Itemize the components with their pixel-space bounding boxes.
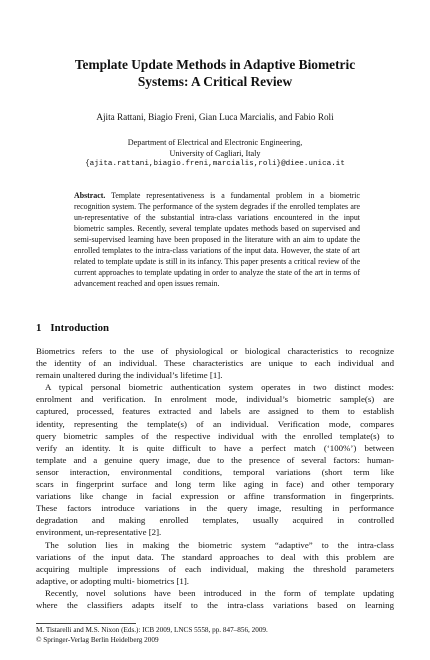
publication-footer [36, 626, 268, 645]
title-line-1: Template Update Methods in Adaptive Biometric [74, 57, 356, 72]
body-line: sensor interaction, environmental conditions, temporal variations (short term like [36, 466, 394, 477]
section-body [36, 345, 394, 611]
title-line-2: Systems: A Critical Review [137, 74, 293, 89]
abstract [74, 190, 360, 289]
body-line: template and a genuine query image, due to the presence of several factors: human- [36, 454, 394, 465]
footer-citation: M. Tistarelli and M.S. Nixon (Eds.): ICB 2009, LNCS 5558, pp. 847–856, 2009. [36, 626, 268, 634]
body-line: the identity of an individual. These characteristics are unique to each individual and [36, 358, 394, 369]
body-line: Recently, novel solutions have been introduced in the form of template updating [45, 587, 394, 598]
footnote-divider [36, 623, 136, 624]
body-line: These factors introduce variations in the query image, resulting in performance [36, 503, 394, 514]
body-line: verify an identity. It is quite difficult to have a perfect match (‘100%’) between [36, 442, 394, 453]
body-line: acquiring multiple impressions of each individual, making the threshold parameters [36, 563, 394, 574]
author-emails: {ajita.rattani,biagio.freni,marcialis,roli}@diee.unica.it [85, 160, 345, 168]
body-line: remain unaltered during the individual’s lifetime [1]. [36, 370, 223, 381]
body-line: adaptive, or adopting multi- biometrics [1]. [36, 575, 190, 586]
abstract-text: Template representativeness is a fundamental problem in a biometric recognition system. The performance of the system degrades if the enrolled templates are un-representative of the substantial intra-class variations encountered in the input biometric samples. Recently, several template updates methods based on supervised and semi-supervised learning have been proposed in the literature with an aim to update the enrolled templates to the intra-class variations of the input data. However, the state of art related to template update is still in its infancy. This paper presents a critical review of the current approaches to template updating in order to analyze the state of the art in terms of advancement reached and open issues remain. [74, 191, 360, 289]
section-heading [36, 322, 109, 334]
body-line: captured, processed, features extracted and labels are assigned to them to establish [36, 406, 394, 417]
body-line: A typical personal biometric authentication system operates in two distinct modes: [45, 382, 394, 393]
body-line: variations like change in facial expression or affine transformation in fingerprints. [36, 491, 394, 502]
body-line: The solution lies in making the biometric system “adaptive” to the intra-class [45, 539, 394, 550]
body-line: variations of the input data. The standard approaches to deal with this problem are [36, 551, 394, 562]
affiliation-university: University of Cagliari, Italy [169, 149, 261, 158]
body-line: Biometrics refers to the use of physiological or biological characteristics to recognize [36, 346, 394, 356]
abstract-label: Abstract. [74, 191, 106, 200]
section-title: Introduction [50, 322, 110, 334]
body-line: degradation and making enrolled templates, usually acquired in controlled [36, 515, 394, 526]
affiliation [0, 137, 430, 170]
author-list: Ajita Rattani, Biagio Freni, Gian Luca Marcialis, and Fabio Roli [96, 112, 334, 122]
body-line: enrolment and verification. In enrolment mode, individual’s biometric sample(s) are [36, 394, 394, 405]
body-line: scars in fingerprint surface and long term like aging in face) and other temporary [36, 479, 394, 490]
body-line: where the classifiers adapts itself to the intra-class variations based on learning [36, 599, 394, 610]
section-number: 1 [36, 322, 42, 334]
body-line: query biometric samples of the respective individual with the enrolled template(s) to [36, 430, 394, 441]
footer-copyright: © Springer-Verlag Berlin Heidelberg 2009 [36, 635, 159, 644]
paper-title [40, 56, 390, 90]
body-line: identity, representing the template(s) of an individual. Verification mode, compares [36, 418, 394, 429]
affiliation-department: Department of Electrical and Electronic Engineering, [127, 138, 303, 147]
body-line: environment, un-representative [2]. [36, 527, 162, 538]
